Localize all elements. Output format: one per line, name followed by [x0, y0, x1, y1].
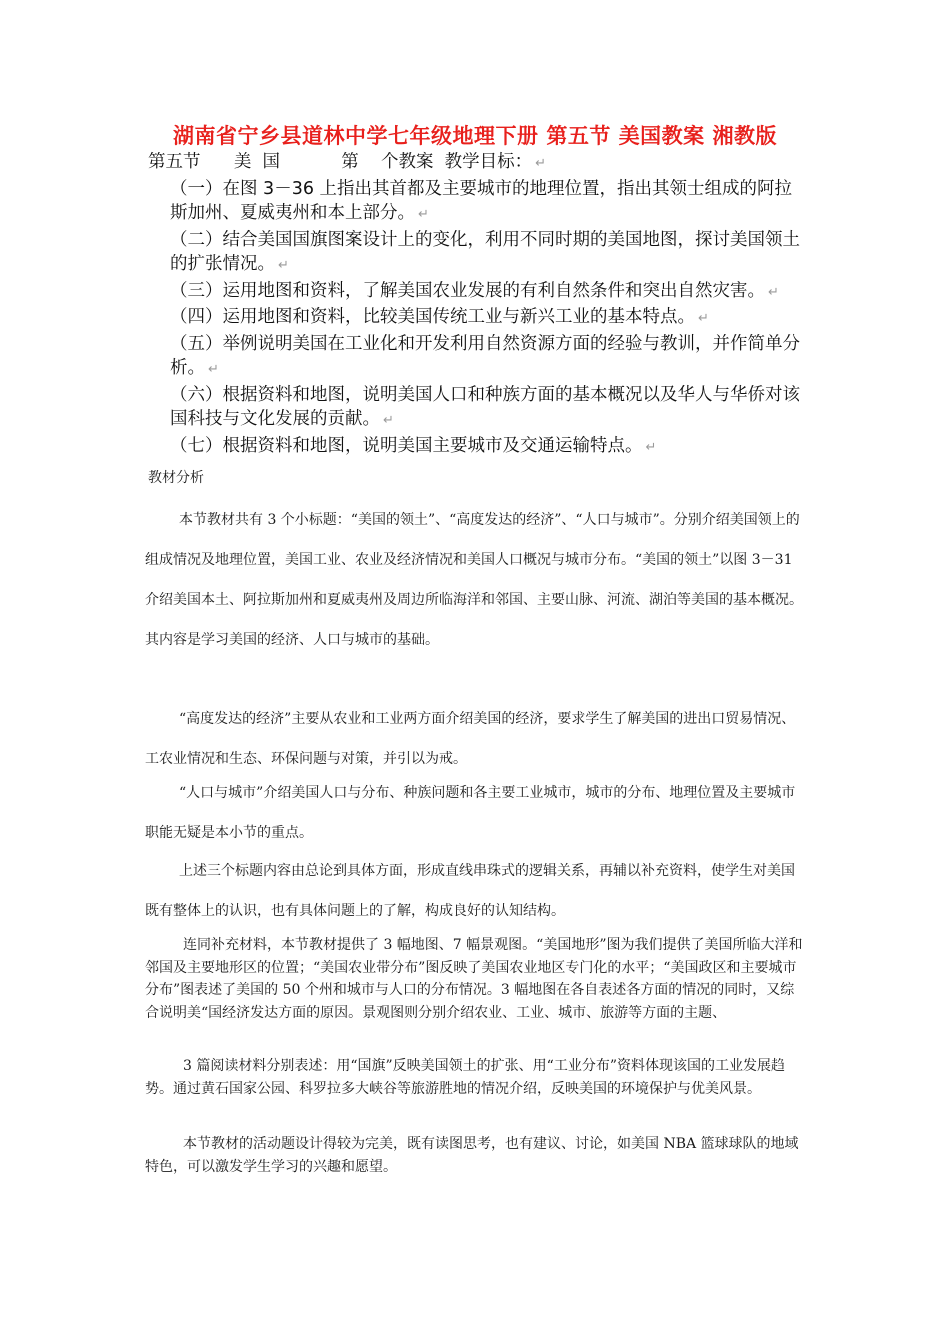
analysis-paragraph-5: 连同补充材料，本节教材提供了 3 幅地图、7 幅景观图。“美国地形”图为我们提供了美国所临大洋和邻国及主要地形区的位置；“美国农业带分布”图反映了美国农业地区专门化的水平；“美国政区和主要城市分布”图表述了美国的 50 个州和城市与人口的分布情况。3 幅地图在各自表述各方面的情况的同时，又综合说明美“国经济发达方面的原因。景观图则分别介绍农业、工业、城市、旅游等方面的主题、 — [145, 937, 803, 1021]
paragraph-mark-icon: ↵ — [418, 207, 429, 222]
paragraph-mark-icon: ↵ — [645, 439, 657, 455]
objective-item-1: （一）在图 3－36 上指出其首都及主要城市的地理位置，指出其领士组成的阿拉斯加州、夏威夷州和本上部分。 ↵ — [170, 178, 793, 223]
objective-item-4: （四）运用地图和资料，比较美国传统工业与新兴工业的基本特点。 ↵ — [170, 307, 709, 327]
objectives-heading: 第五节 美 国 第 个教案 教学目标： ↵ — [148, 152, 546, 172]
paragraph-mark-icon: ↵ — [768, 284, 779, 300]
document-title: 湖南省宁乡县道林中学七年级地理下册 第五节 美国教案 湘教版 — [173, 124, 777, 148]
teaching-objectives-image — [140, 150, 804, 456]
objective-item-7: （七）根据资料和地图，说明美国主要城市及交通运输特点。 ↵ — [170, 435, 657, 456]
paragraph-mark-icon: ↵ — [383, 413, 394, 428]
objective-item-6: （六）根据资料和地图，说明美国人口和种族方面的基本概况以及华人与华侨对该国科技与文化发展的贡献。 ↵ — [170, 384, 800, 429]
analysis-paragraph-6: 3 篇阅读材料分别表述：用“国旗”反映美国领土的扩张、用“工业分布”资料体现该国的工业发展趋势。通过黄石国家公园、科罗拉多大峡谷等旅游胜地的情况介绍，反映美国的环境保护与优美风景。 — [145, 1058, 785, 1097]
objective-item-3: （三）运用地图和资料，了解美国农业发展的有利自然条件和突出自然灾害。 ↵ — [170, 280, 779, 301]
objective-item-5: （五）举例说明美国在工业化和开发利用自然资源方面的经验与教训，并作简单分析。 ↵ — [170, 333, 800, 378]
paragraph-mark-icon: ↵ — [278, 258, 289, 273]
analysis-paragraph-2: “高度发达的经济”主要从农业和工业两方面介绍美国的经济，要求学生了解美国的进出口贸易情况、工农业情况和生态、环保问题与对策，并引以为戒。 — [145, 711, 796, 767]
analysis-paragraph-7: 本节教材的活动题设计得较为完美，既有读图思考，也有建议、讨论，如美国 NBA 篮球球队的地域特色，可以激发学生学习的兴趣和愿望。 — [145, 1136, 799, 1175]
section-heading: 教材分析 — [148, 470, 204, 486]
paragraph-mark-icon: ↵ — [535, 156, 546, 171]
analysis-paragraph-3: “人口与城市”介绍美国人口与分布、种族问题和各主要工业城市，城市的分布、地理位置及主要城市职能无疑是本小节的重点。 — [145, 785, 796, 841]
analysis-paragraph-1: 本节教材共有 3 个小标题：“美国的领土”、“高度发达的经济”、“人口与城市”。分别介绍美国领上的组成情况及地理位置，美国工业、农业及经济情况和美国人口概况与城市分布。“美国的领土”以图 3－31 介绍美国本土、阿拉斯加州和夏威夷州及周边所临海洋和邻国、主要山脉、河流、湖泊等美国的基本概况。其内容是学习美国的经济、人口与城市的基础。 — [145, 512, 803, 648]
paragraph-mark-icon: ↵ — [208, 362, 219, 377]
analysis-paragraph-4: 上述三个标题内容由总论到具体方面，形成直线串珠式的逻辑关系，再辅以补充资料，使学生对美国既有整体上的认识，也有具体问题上的了解，构成良好的认知结构。 — [145, 863, 795, 919]
paragraph-mark-icon: ↵ — [698, 311, 709, 326]
objective-item-2: （二）结合美国国旗图案设计上的变化，利用不同时期的美国地图，探讨美国领土的扩张情况。 ↵ — [170, 229, 800, 274]
